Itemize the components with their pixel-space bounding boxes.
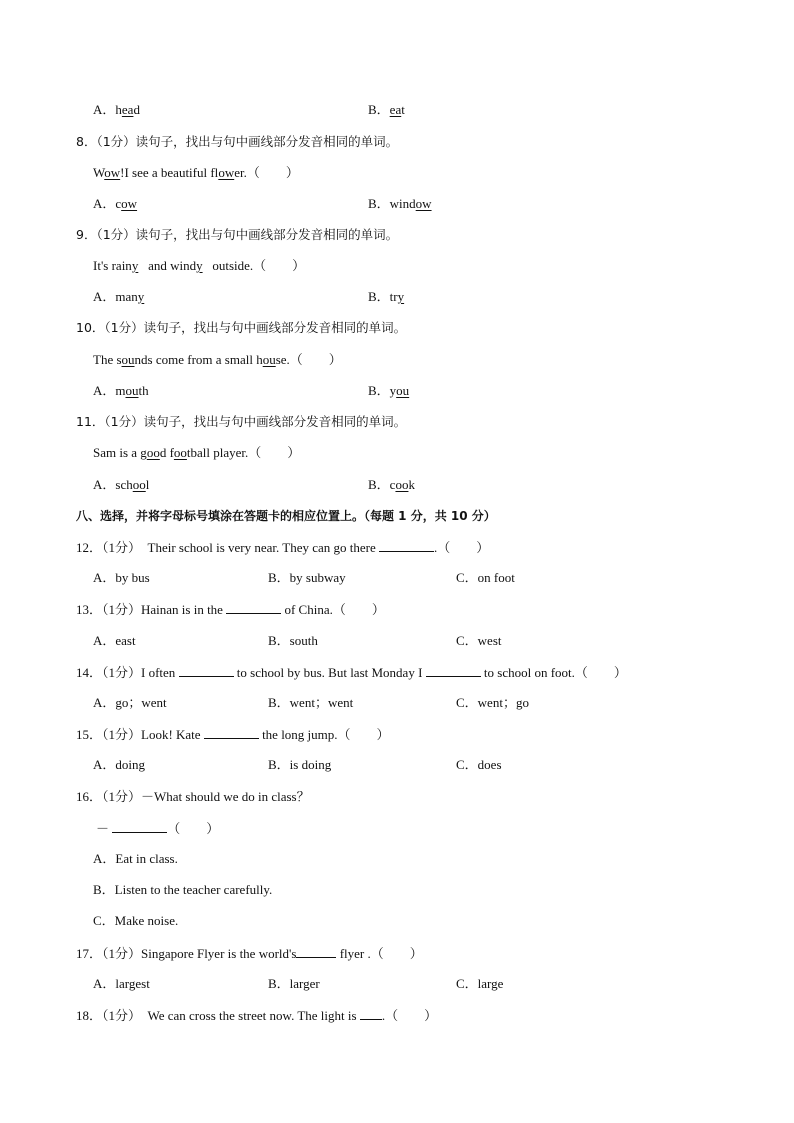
text: The s bbox=[93, 352, 122, 367]
underlined-part: y bbox=[397, 289, 405, 304]
text: flyer .（ ） bbox=[339, 946, 423, 961]
underlined-part: y bbox=[196, 258, 203, 273]
word-part: y bbox=[389, 383, 397, 398]
text: the long jump.（ ） bbox=[262, 727, 390, 742]
q13-option-b: B．south bbox=[268, 633, 318, 648]
text: to school on foot.（ ） bbox=[483, 665, 627, 680]
text: of China.（ ） bbox=[284, 602, 385, 617]
text: 18．（1分） We can cross the street now. The light is bbox=[76, 1008, 357, 1023]
word-part: th bbox=[138, 383, 149, 398]
answer-blank bbox=[112, 820, 167, 833]
q8-stem: 8．（1分）读句子，找出与句中画线部分发音相同的单词。 bbox=[76, 134, 399, 149]
text: 17．（1分）Singapore Flyer is the world's bbox=[76, 946, 297, 961]
q11-stem: 11．（1分）读句子，找出与句中画线部分发音相同的单词。 bbox=[76, 414, 407, 429]
text: 14．（1分）I often bbox=[76, 665, 176, 680]
option-label: A． bbox=[93, 196, 116, 211]
option-label: A． bbox=[93, 102, 116, 117]
text: !I see a beautiful fl bbox=[120, 165, 219, 180]
section-heading: 八、选择，并将字母标号填涂在答题卡的相应位置上。（每题 1 分，共 10 分） bbox=[76, 509, 496, 523]
option-label: B． bbox=[368, 477, 390, 492]
word-part: c bbox=[389, 477, 396, 492]
q11-sentence bbox=[93, 445, 300, 461]
q16-option-c: C．Make noise. bbox=[93, 913, 179, 928]
underlined-part: ow bbox=[415, 196, 432, 211]
word-part: sch bbox=[115, 477, 133, 492]
q9-sentence bbox=[93, 258, 305, 274]
q17-option-a: A．largest bbox=[93, 976, 150, 991]
text: tball player.（ ） bbox=[186, 445, 301, 460]
word-part: c bbox=[115, 196, 122, 211]
q16-stem: 16．（1分）－What should we do in class？ bbox=[76, 789, 310, 804]
answer-blank bbox=[179, 664, 234, 677]
text: It's rain bbox=[93, 258, 132, 273]
text: － bbox=[96, 821, 110, 836]
q15-option-a: A．doing bbox=[93, 757, 146, 772]
q10-option-a bbox=[93, 383, 149, 399]
q15-option-c: C．does bbox=[456, 757, 502, 772]
word-part: l bbox=[145, 477, 150, 492]
text: （ ） bbox=[167, 821, 220, 836]
q16-option-b: B．Listen to the teacher carefully. bbox=[93, 882, 273, 897]
underlined-part: ou bbox=[125, 383, 139, 398]
q17-option-b: B．larger bbox=[268, 976, 320, 991]
q13-option-c: C．west bbox=[456, 633, 502, 648]
q9-option-a bbox=[93, 289, 144, 305]
q10-stem: 10．（1分）读句子，找出与句中画线部分发音相同的单词。 bbox=[76, 320, 407, 335]
text: se.（ ） bbox=[275, 352, 342, 367]
q11-option-a bbox=[93, 477, 149, 493]
word-part: d bbox=[133, 102, 140, 117]
underlined-part: ou bbox=[396, 383, 410, 398]
underlined-part: ea bbox=[389, 102, 402, 117]
underlined-part: ea bbox=[121, 102, 134, 117]
q13-option-a: A．east bbox=[93, 633, 136, 648]
q14-option-c: C．went；go bbox=[456, 695, 529, 710]
underlined-part: oo bbox=[146, 445, 160, 460]
q10-sentence bbox=[93, 352, 342, 368]
q18-stem bbox=[76, 1007, 437, 1024]
text: .（ ） bbox=[434, 540, 490, 555]
underlined-part: ou bbox=[121, 352, 135, 367]
q12-stem bbox=[76, 539, 489, 556]
q12-option-c: C．on foot bbox=[456, 570, 515, 585]
q7-option-b bbox=[368, 102, 405, 118]
text: and wind bbox=[148, 258, 197, 273]
q16-option-a: A．Eat in class. bbox=[93, 851, 178, 866]
q14-stem bbox=[76, 664, 627, 681]
q9-option-b bbox=[368, 289, 404, 305]
option-label: A． bbox=[93, 289, 116, 304]
option-label: B． bbox=[368, 289, 390, 304]
text: 13．（1分）Hainan is in the bbox=[76, 602, 223, 617]
q7-option-a bbox=[93, 102, 140, 118]
text: Sam is a g bbox=[93, 445, 147, 460]
text: nds come from a small h bbox=[134, 352, 263, 367]
q8-option-b bbox=[368, 196, 432, 212]
word-part: k bbox=[408, 477, 415, 492]
answer-blank bbox=[360, 1007, 382, 1020]
option-label: A． bbox=[93, 477, 116, 492]
option-label: A． bbox=[93, 383, 116, 398]
underlined-part: oo bbox=[132, 477, 146, 492]
word-part: tr bbox=[389, 289, 398, 304]
q17-stem bbox=[76, 945, 423, 962]
word-part: t bbox=[401, 102, 405, 117]
option-label: B． bbox=[368, 102, 390, 117]
answer-blank bbox=[296, 945, 336, 958]
text: d f bbox=[159, 445, 174, 460]
q12-option-a: A．by bus bbox=[93, 570, 150, 585]
text: outside.（ ） bbox=[212, 258, 306, 273]
word-part: wind bbox=[389, 196, 416, 211]
underlined-part: oo bbox=[173, 445, 187, 460]
underlined-part: ow bbox=[104, 165, 121, 180]
answer-blank bbox=[226, 601, 281, 614]
q15-stem bbox=[76, 726, 390, 743]
q16-reply bbox=[96, 820, 219, 837]
answer-blank bbox=[426, 664, 481, 677]
q15-option-b: B．is doing bbox=[268, 757, 332, 772]
text: to school by bus. But last Monday I bbox=[236, 665, 423, 680]
answer-blank bbox=[204, 726, 259, 739]
underlined-part: ow bbox=[121, 196, 138, 211]
answer-blank bbox=[379, 539, 434, 552]
option-label: B． bbox=[368, 196, 390, 211]
text: .（ ） bbox=[381, 1008, 438, 1023]
q8-sentence bbox=[93, 165, 299, 181]
q14-option-a: A．go；went bbox=[93, 695, 167, 710]
text: 12．（1分） Their school is very near. They can go there bbox=[76, 540, 376, 555]
q12-option-b: B．by subway bbox=[268, 570, 346, 585]
word-part: man bbox=[115, 289, 138, 304]
q17-option-c: C．large bbox=[456, 976, 504, 991]
underlined-part: oo bbox=[395, 477, 409, 492]
underlined-part: y bbox=[131, 258, 139, 273]
q13-stem bbox=[76, 601, 385, 618]
word-part: m bbox=[115, 383, 126, 398]
text: W bbox=[93, 165, 105, 180]
q14-option-b: B．went；went bbox=[268, 695, 354, 710]
word-part: h bbox=[115, 102, 122, 117]
q9-stem: 9．（1分）读句子，找出与句中画线部分发音相同的单词。 bbox=[76, 227, 399, 242]
underlined-part: ou bbox=[262, 352, 276, 367]
option-label: B． bbox=[368, 383, 390, 398]
text: 15．（1分）Look! Kate bbox=[76, 727, 201, 742]
q10-option-b bbox=[368, 383, 409, 399]
q8-option-a bbox=[93, 196, 137, 212]
underlined-part: ow bbox=[218, 165, 235, 180]
text: er.（ ） bbox=[234, 165, 299, 180]
underlined-part: y bbox=[137, 289, 145, 304]
q11-option-b bbox=[368, 477, 415, 493]
